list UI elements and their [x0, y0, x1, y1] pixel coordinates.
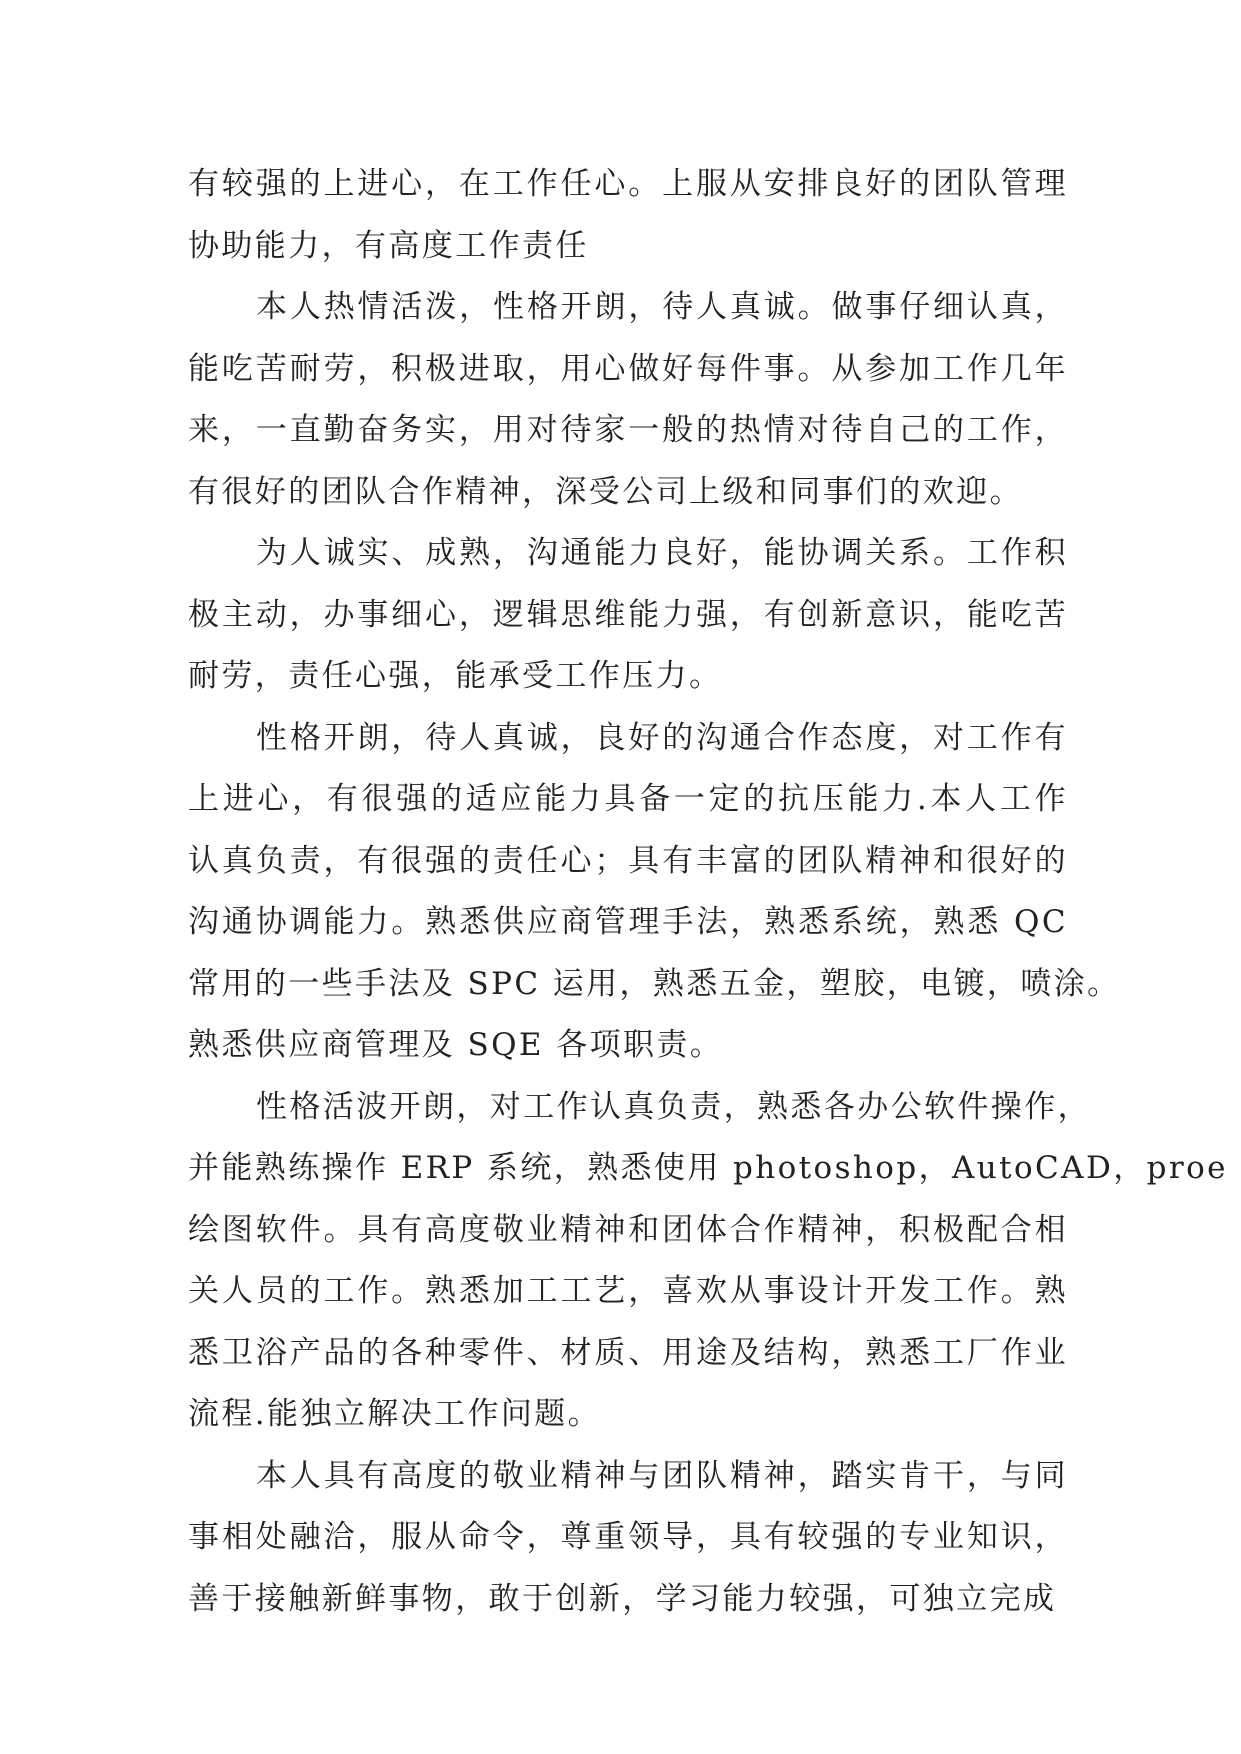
text-line: 并能熟练操作 ERP 系统，熟悉使用 photoshop，AutoCAD，proe — [188, 1150, 1228, 1186]
text-line: 性格活波开朗，对工作认真负责，熟悉各办公软件操作， — [256, 1088, 1091, 1125]
text-line: 认真负责，有很强的责任心；具有丰富的团队精神和很好的 — [188, 842, 1068, 879]
text-line: 极主动，办事细心，逻辑思维能力强，有创新意识，能吃苦 — [188, 596, 1068, 633]
paragraph — [188, 277, 1068, 523]
text-line: 悉卫浴产品的各种零件、材质、用途及结构，熟悉工厂作业 — [188, 1334, 1068, 1371]
paragraph — [188, 1077, 1228, 1446]
paragraph — [188, 523, 1068, 708]
text-line: 有很好的团队合作精神，深受公司上级和同事们的欢迎。 — [188, 473, 1023, 510]
paragraph — [188, 708, 1121, 1077]
document-body — [188, 154, 1228, 1630]
text-line: 上进心，有很强的适应能力具备一定的抗压能力.本人工作 — [188, 781, 1068, 817]
text-line: 协助能力，有高度工作责任 — [188, 227, 589, 264]
text-line: 能吃苦耐劳，积极进取，用心做好每件事。从参加工作几年 — [188, 350, 1068, 387]
text-line: 关人员的工作。熟悉加工工艺，喜欢从事设计开发工作。熟 — [188, 1273, 1068, 1309]
text-line: 事相处融洽，服从命令，尊重领导，具有较强的专业知识， — [188, 1519, 1068, 1555]
text-line: 本人具有高度的敬业精神与团队精神，踏实肯干，与同 — [256, 1457, 1068, 1494]
text-line: 有较强的上进心，在工作任心。上服从安排良好的团队管理 — [188, 166, 1068, 202]
text-line: 耐劳，责任心强，能承受工作压力。 — [188, 658, 723, 694]
text-line: 熟悉供应商管理及 SQE 各项职责。 — [188, 1027, 724, 1063]
paragraph — [188, 154, 1068, 277]
text-line: 来，一直勤奋务实，用对待家一般的热情对待自己的工作， — [188, 412, 1068, 448]
paragraph — [188, 1446, 1068, 1631]
text-line: 流程.能独立解决工作问题。 — [188, 1396, 602, 1432]
text-line: 善于接触新鲜事物，敢于创新，学习能力较强，可独立完成 — [188, 1580, 1057, 1617]
text-line: 性格开朗，待人真诚，良好的沟通合作态度，对工作有 — [256, 719, 1068, 756]
text-line: 本人热情活泼，性格开朗，待人真诚。做事仔细认真， — [256, 289, 1068, 325]
text-line: 为人诚实、成熟，沟通能力良好，能协调关系。工作积 — [256, 535, 1068, 571]
text-line: 常用的一些手法及 SPC 运用，熟悉五金，塑胶，电镀，喷涂。 — [188, 965, 1121, 1002]
text-line: 绘图软件。具有高度敬业精神和团体合作精神，积极配合相 — [188, 1211, 1068, 1248]
text-line: 沟通协调能力。熟悉供应商管理手法，熟悉系统，熟悉 QC — [188, 904, 1068, 940]
